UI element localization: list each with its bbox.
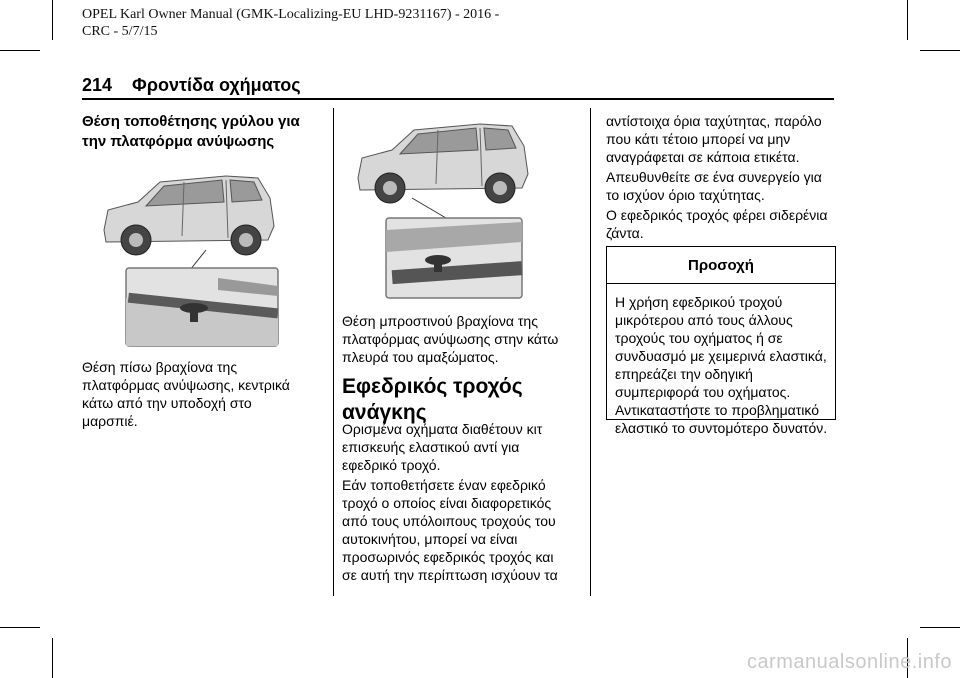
crop-mark	[0, 50, 40, 51]
watermark-link[interactable]: carmanualsonline.info	[746, 651, 952, 673]
caution-divider	[607, 283, 835, 284]
spare-wheel-para-2: Εάν τοποθετήσετε έναν εφεδρικό τροχό ο οποίος είναι διαφορετικός από τους υπόλοιπους τροχούς του αυτοκινήτου, μπορεί να είναι προσωρινός εφεδρικός τροχός και σε αυτή την περίπτωση ισχύουν τα	[342, 477, 558, 583]
spare-wheel-heading: Εφεδρικός τροχός ανάγκης	[342, 375, 523, 424]
header-rule	[82, 98, 834, 100]
caution-title: Προσοχή	[688, 257, 754, 274]
crop-mark	[52, 0, 53, 40]
meta-line-1: OPEL Karl Owner Manual (GMK-Localizing-EU LHD-9231167) - 2016 -	[82, 7, 500, 22]
speed-limit-para: αντίστοιχα όρια ταχύτητας, παρόλο που κάτι τέτοιο μπορεί να μην αναγράφεται σε κάποια ετικέτα.	[606, 113, 822, 165]
column-divider	[590, 108, 591, 596]
spare-wheel-para-1: Ορισμένα οχήματα διαθέτουν κιτ επισκευής ελαστικού αντί για εφεδρικό τροχό.	[342, 421, 543, 473]
page-header	[82, 75, 301, 96]
rear-lift-arm-caption: Θέση πίσω βραχίονα της πλατφόρμας ανύψωσης, κεντρικά κάτω από την υποδοχή στο μαρσπιέ.	[82, 359, 290, 429]
front-lift-arm-caption: Θέση μπροστινού βραχίονα της πλατφόρμας ανύψωσης στην κάτω πλευρά του αμαξώματος.	[342, 313, 559, 365]
caution-box	[606, 246, 836, 436]
crop-mark	[0, 627, 40, 628]
meta-line-2: CRC - 5/7/15	[82, 24, 158, 39]
crop-mark	[907, 0, 908, 40]
column-divider	[333, 108, 334, 596]
front-lift-arm-illustration	[352, 118, 534, 300]
crop-mark	[920, 50, 960, 51]
jack-position-heading: Θέση τοποθέτησης γρύλου για την πλατφόρμα ανύψωσης	[82, 113, 300, 150]
workshop-para: Απευθυνθείτε σε ένα συνεργείο για το ισχύον όριο ταχύτητας.	[606, 169, 822, 203]
section-title: Φροντίδα οχήματος	[132, 75, 301, 95]
crop-mark	[920, 627, 960, 628]
page-number: 214	[82, 75, 113, 95]
caution-text: Η χρήση εφεδρικού τροχού μικρότερου από τους άλλους τροχούς του οχήματος ή σε συνδυασμό με χειμερινά ελαστικά, επηρεάζει την οδηγική συμπεριφορά του οχήματος. Αντικαταστήστε το προβληματικό ελαστικό το συντομότερο δυνατόν.	[615, 294, 828, 436]
rear-lift-arm-illustration	[98, 168, 280, 348]
document-meta	[82, 6, 499, 40]
crop-mark	[52, 638, 53, 678]
steel-rim-para: Ο εφεδρικός τροχός φέρει σιδερένια ζάντα.	[606, 207, 828, 241]
